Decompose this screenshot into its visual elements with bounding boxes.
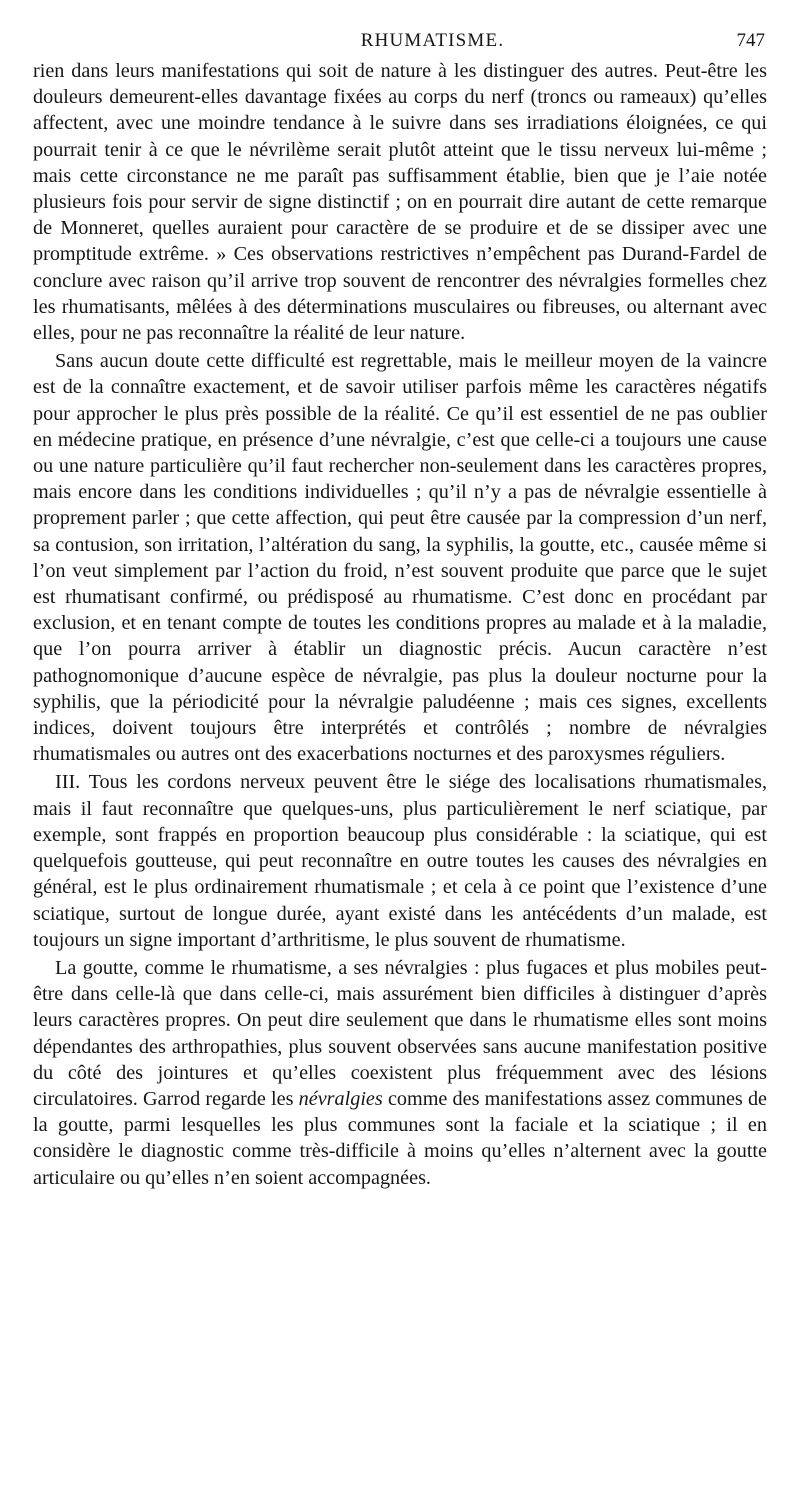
page-number: 747 — [736, 30, 765, 51]
running-header — [33, 28, 767, 58]
paragraph-2: Sans aucun doute cette difficulté est regrettable, mais le meilleur moyen de la vaincre est de la connaître exactement, et de savoir utiliser parfois même les caractères négatifs pour approcher le plus près possible de la réalité. Ce qu’il est essentiel de ne pas oublier en médecine pratique, en présence d’une névralgie, c’est que celle-ci a toujours une cause ou une nature particulière qu’il faut rechercher non-seulement dans les caractères propres, mais encore dans les conditions individuelles ; qu’il n’y a pas de névralgie essentielle à proprement parler ; que cette affection, qui peut être causée par la compression d’un nerf, sa contusion, son irritation, l’altération du sang, la syphilis, la goutte, etc., causée même si l’on veut simplement par l’action du froid, n’est souvent produite que parce que le sujet est rhumatisant confirmé, ou prédisposé au rhumatisme. C’est donc en procédant par exclusion, et en tenant compte de toutes les conditions propres au malade et à la maladie, que l’on pourra arriver à établir un diagnostic précis. Aucun caractère n’est pathognomonique d’aucune espèce de névralgie, pas plus la douleur nocturne pour la syphilis, que la périodicité pour la névralgie paludéenne ; mais ces signes, excellents indices, doivent toujours être interprétés et contrôlés ; nombre de névralgies rhumatismales ou autres ont des exacerbations nocturnes et des paroxysmes réguliers. — [33, 350, 767, 766]
paragraph-4-text-before: La goutte, comme le rhumatisme, a ses névralgies : plus fugaces et plus mobiles peut-être dans celle-là que dans celle-ci, mais assurément bien difficiles à distinguer d’après leurs caractères propres. On peut dire seulement que dans le rhumatisme elles sont moins dépendantes des arthropathies, plus souvent observées sans aucune manifestation positive du côté des jointures et qu’elles coexistent plus fréquemment avec des lésions circulatoires. Garrod regarde les — [33, 956, 767, 1110]
running-title: RHUMATISME. — [360, 30, 505, 51]
body-text — [33, 58, 767, 1191]
paragraph-4 — [33, 955, 767, 1191]
paragraph-3: III. Tous les cordons nerveux peuvent être le siége des localisations rhumatismales, mais il faut reconnaître que quelques-uns, plus particulièrement le nerf sciatique, par exemple, sont frappés en proportion beaucoup plus considérable : la sciatique, qui est quelquefois goutteuse, qui peut reconnaître en outre toutes les causes des névralgies en général, est le plus ordinairement rhumatismale ; et cela à ce point que l’existence d’une sciatique, surtout de longue durée, ayant existé dans les antécédents d’un malade, est toujours un signe important d’arthritisme, le plus souvent de rhumatisme. — [33, 771, 767, 951]
document-page — [33, 28, 767, 1191]
paragraph-1: rien dans leurs manifestations qui soit de nature à les distinguer des autres. Peut-être les douleurs demeurent-elles davantage fixées au corps du nerf (troncs ou rameaux) qu’elles affectent, avec une moindre tendance à le suivre dans ses irradiations éloignées, ce qui pourrait tenir à ce que le névrilème serait plutôt atteint que le tissu nerveux lui-même ; mais cette circonstance ne me paraît pas suffisamment établie, bien que je l’aie notée plusieurs fois pour servir de signe distinctif ; on en pourrait dire autant de cette remarque de Monneret, quelles auraient pour caractère de se produire et de se dissiper avec une promptitude extrême. » Ces observations restrictives n’empêchent pas Durand-Fardel de conclure avec raison qu’il arrive trop souvent de rencontrer des névralgies formelles chez les rhumatisants, mêlées à des déterminations musculaires ou fibreuses, ou alternant avec elles, pour ne pas reconnaître la réalité de leur nature. — [33, 60, 767, 345]
paragraph-4-italic-term: névralgies — [298, 1087, 383, 1110]
paragraph-4-text-after: comme des manifestations assez communes de la goutte, parmi lesquelles les plus communes sont la faciale et la sciatique ; il en considère le diagnostic comme très-difficile à moins qu’elles n’alternent avec la goutte articulaire ou qu’elles n’en soient accompagnées. — [33, 1087, 768, 1189]
